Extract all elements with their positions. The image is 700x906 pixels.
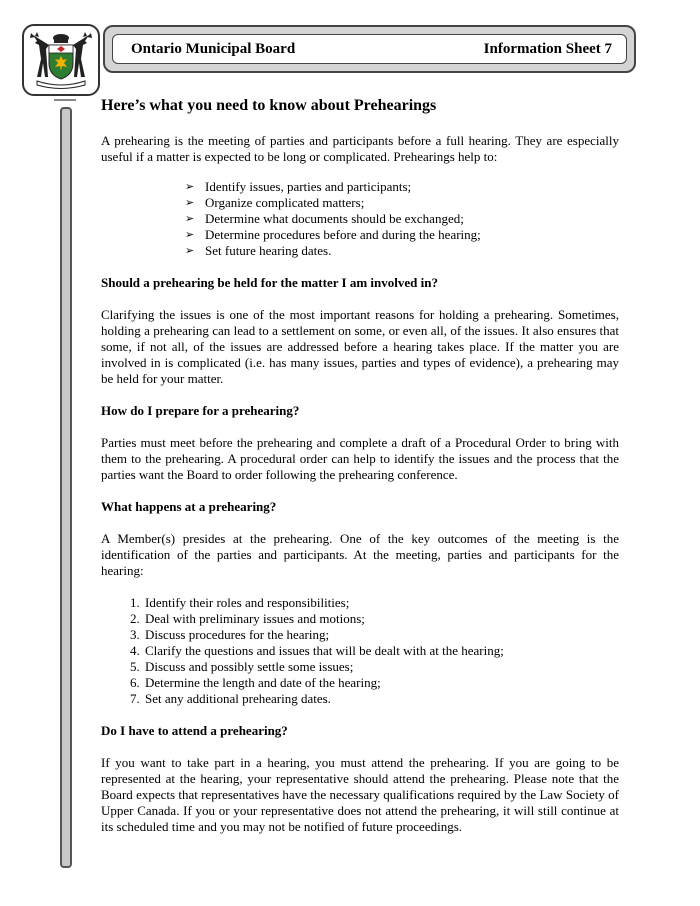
section-body-should: Clarifying the issues is one of the most important reasons for holding a prehearing. Sometimes, holding a prehearing can lead to a settlement on some, or even all, of the issues. It also ensures that some, if not all, of the issues are addressed before a hearing takes place. If the matter you are involved in is complicated (i.e. has many issues, parties and types of evidence), a prehearing may be held for your matter. (101, 307, 619, 386)
section-body-happens: A Member(s) presides at the prehearing. One of the key outcomes of the meeting is the identification of the parties and participants. At the meeting, parties and participants for the hearing: (101, 531, 619, 578)
arrow-bullet-icon: ➢ (185, 244, 195, 257)
list-item: 7. Set any additional prehearing dates. (143, 691, 619, 707)
section-body-prepare: Parties must meet before the prehearing and complete a draft of a Procedural Order to bring with them to the prehearing. A procedural order can help to identify the issues and the process that the parties want the Board to order following the prehearing conference. (101, 435, 619, 482)
prehearing-steps-list (101, 595, 619, 707)
ontario-coat-of-arms-icon (27, 29, 95, 91)
sidebar-bar (60, 107, 72, 868)
list-item: ➢ Determine procedures before and during the hearing; (185, 227, 481, 242)
list-item: ➢ Determine what documents should be exchanged; (185, 211, 464, 226)
page-title: Here’s what you need to know about Prehearings (101, 97, 437, 114)
list-item: ➢ Set future hearing dates. (185, 243, 332, 258)
list-item: 2. Deal with preliminary issues and motions; (143, 611, 619, 627)
list-item: 4. Clarify the questions and issues that will be dealt with at the hearing; (143, 643, 619, 659)
intro-paragraph: A prehearing is the meeting of parties and participants before a full hearing. They are especially useful if a matter is expected to be long or complicated. Prehearings help to: (101, 133, 619, 164)
section-heading-happens: What happens at a prehearing? (101, 499, 277, 514)
section-heading-prepare: How do I prepare for a prehearing? (101, 403, 300, 418)
board-name: Ontario Municipal Board (131, 40, 296, 57)
section-heading-should: Should a prehearing be held for the matter I am involved in? (101, 275, 438, 290)
sheet-number: Information Sheet 7 (483, 40, 612, 57)
arrow-bullet-icon: ➢ (185, 196, 195, 209)
document-body (101, 96, 619, 851)
arrow-bullet-icon: ➢ (185, 212, 195, 225)
list-item: 1. Identify their roles and responsibilities; (143, 595, 619, 611)
section-heading-attend: Do I have to attend a prehearing? (101, 723, 288, 738)
arrow-bullet-icon: ➢ (185, 228, 195, 241)
section-body-attend: If you want to take part in a hearing, you must attend the prehearing. If you are going to be represented at the hearing, your representative should attend the prehearing. Please note that the Board expects that representatives have the necessary qualifications required by the Law Society of Upper Canada. If you or your representative does not attend the prehearing, it will still continue at its scheduled time and you may not be notified of future proceedings. (101, 755, 619, 834)
list-item: ➢ Identify issues, parties and participants; (185, 179, 412, 194)
crest-underline (54, 99, 76, 101)
arrow-bullet-icon: ➢ (185, 180, 195, 193)
list-item: 3. Discuss procedures for the hearing; (143, 627, 619, 643)
header-title-box (112, 34, 627, 64)
list-item: 6. Determine the length and date of the hearing; (143, 675, 619, 691)
list-item: ➢ Organize complicated matters; (185, 195, 365, 210)
crest-frame (22, 24, 100, 96)
list-item: 5. Discuss and possibly settle some issues; (143, 659, 619, 675)
help-list (101, 179, 619, 259)
